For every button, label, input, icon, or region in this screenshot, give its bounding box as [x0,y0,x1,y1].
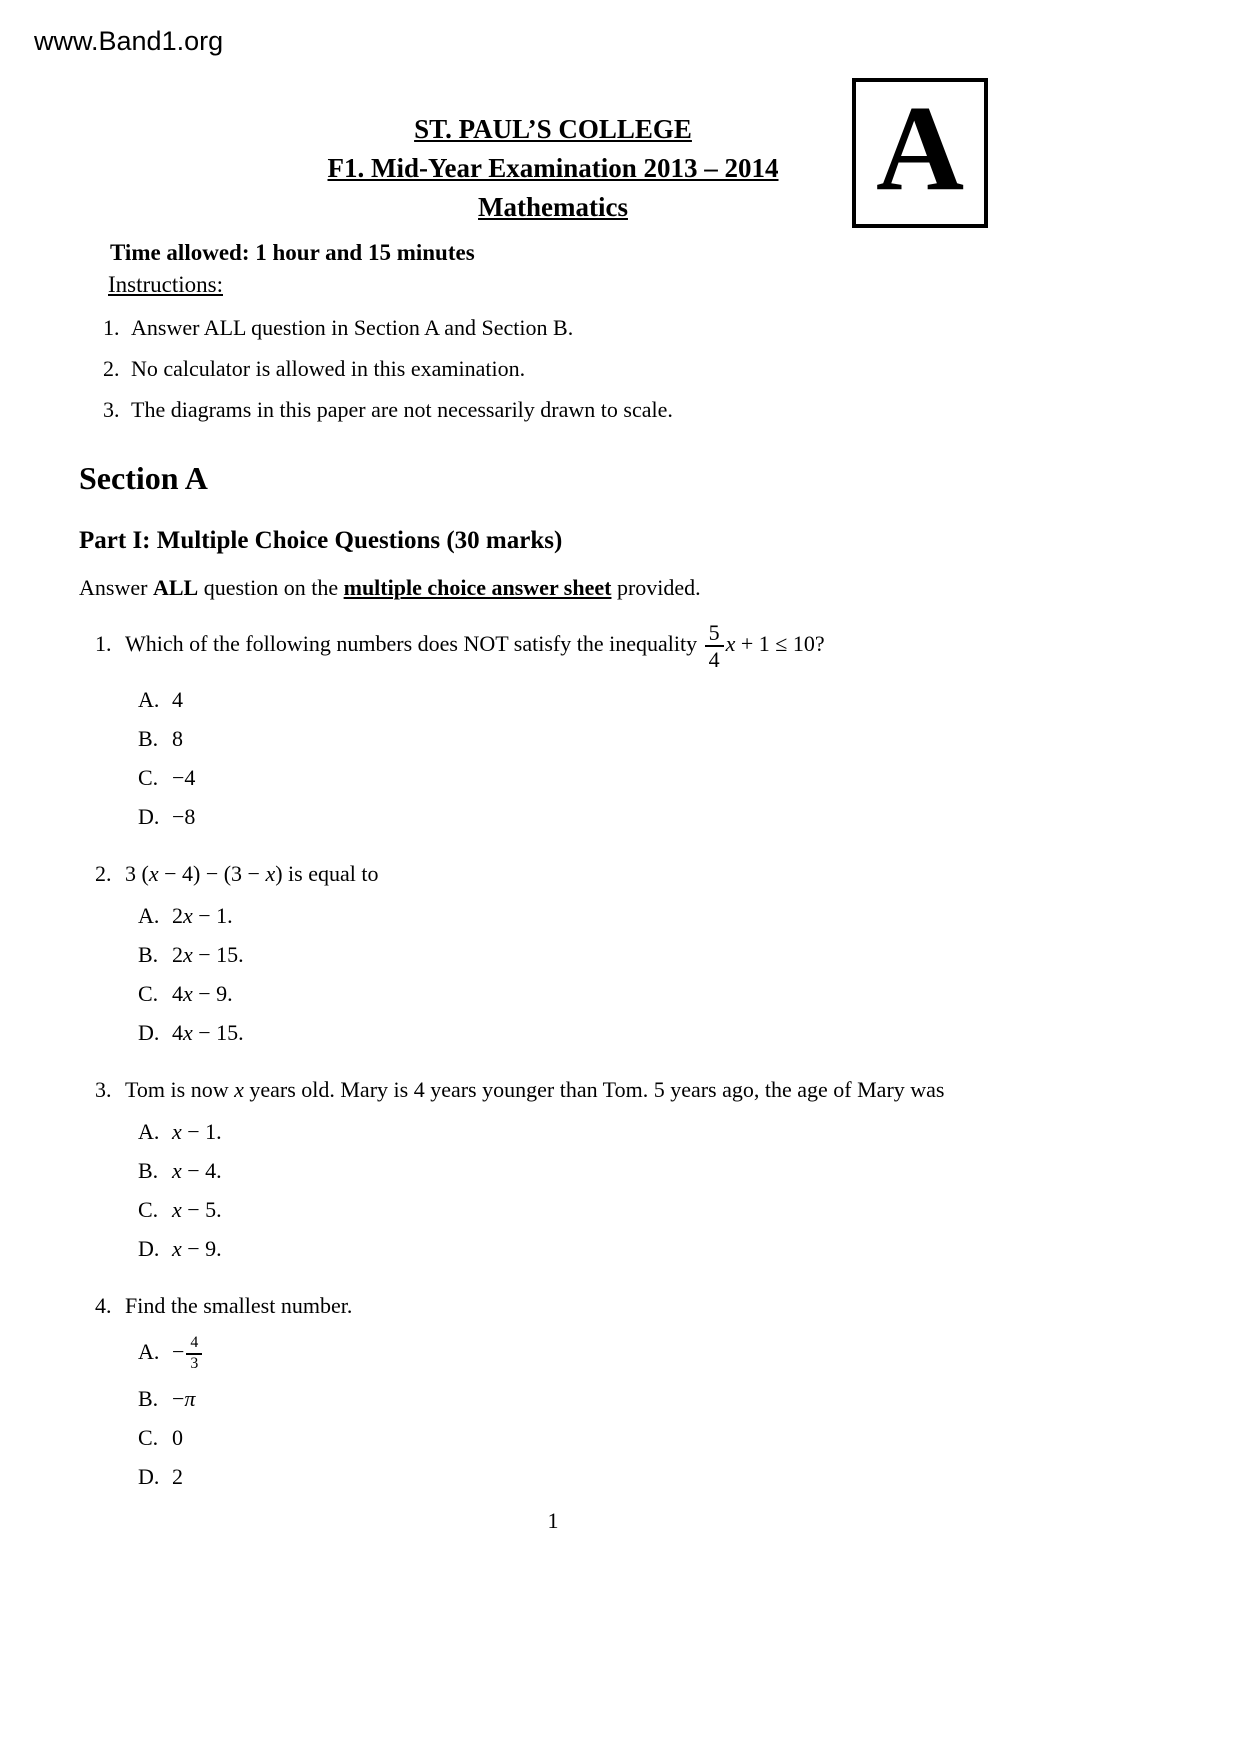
answer-instruction: Answer ALL question on the multiple choice answer sheet provided. [79,575,701,600]
question-3-option-c [138,1197,1240,1222]
option-label: B. [138,726,159,752]
question-text: Find the smallest number. [125,1293,353,1319]
question-4-option-a [138,1335,1240,1372]
paper-variant-letter: A [875,81,965,216]
option-label: B. [138,1158,159,1184]
school-name: ST. PAUL’S COLLEGE [414,114,692,144]
question-3-stem [95,1077,1240,1103]
option-value: −π [172,1386,196,1412]
question-number: 4. [95,1293,112,1319]
question-2-option-c [138,981,1240,1006]
option-value: 0 [172,1425,183,1451]
question-2-option-d [138,1020,1240,1045]
option-value: 2 [172,1464,183,1490]
question-4 [0,1293,1240,1489]
option-label: B. [138,1386,159,1412]
option-label: A. [138,687,160,713]
instruction-item-3 [103,398,1240,422]
instruction-item-1 [103,316,1240,340]
option-label: D. [138,804,160,830]
question-number: 2. [95,861,112,887]
question-1-option-c [138,765,1240,790]
question-3-options [0,1119,1240,1261]
question-2 [0,861,1240,1045]
part-i-heading: Part I: Multiple Choice Questions (30 marks) [79,527,563,554]
option-label: C. [138,981,159,1007]
instructions-list [0,316,1240,422]
question-1-option-d [138,804,1240,829]
page-number: 1 [547,1508,559,1533]
question-3-option-a [138,1119,1240,1144]
question-4-option-b [138,1386,1240,1411]
option-label: D. [138,1020,160,1046]
question-2-option-b [138,942,1240,967]
option-value: −4 [172,765,196,791]
option-label: C. [138,1197,159,1223]
instruction-number: 3. [103,397,120,422]
option-value: x − 4. [172,1158,222,1184]
question-1-options [0,687,1240,829]
option-label: B. [138,942,159,968]
question-text: Tom is now x years old. Mary is 4 years younger than Tom. 5 years ago, the age of Mary was [125,1077,945,1103]
paper-variant-box [852,78,988,228]
option-value: 4x − 9. [172,981,233,1007]
question-4-option-d [138,1464,1240,1489]
option-value: 2x − 1. [172,903,233,929]
option-label: D. [138,1464,160,1490]
question-4-stem [95,1293,1240,1319]
instruction-text: The diagrams in this paper are not necessarily drawn to scale. [131,397,673,422]
instruction-number: 1. [103,315,120,340]
option-label: D. [138,1236,160,1262]
option-label: C. [138,1425,159,1451]
option-label: C. [138,765,159,791]
instruction-item-2 [103,357,1240,381]
instruction-text: Answer ALL question in Section A and Section B. [131,315,574,340]
question-text: Which of the following numbers does NOT satisfy the inequality $\frac{5}{4}$ x + 1 ≤ 10? [125,620,825,673]
exam-title: F1. Mid-Year Examination 2013 – 2014 [327,153,779,183]
section-a-heading: Section A [79,460,208,496]
question-3-option-b [138,1158,1240,1183]
option-value: x − 5. [172,1197,222,1223]
instructions-label: Instructions: [108,272,223,297]
question-2-stem [95,861,1240,887]
question-3 [0,1077,1240,1261]
question-2-option-a [138,903,1240,928]
option-label: A. [138,1338,160,1364]
option-label: A. [138,1119,160,1145]
question-4-options [0,1335,1240,1489]
question-3-option-d [138,1236,1240,1261]
watermark: www.Band1.org [34,26,224,56]
option-value: 4 [172,687,183,713]
option-value: x − 9. [172,1236,222,1262]
question-1-stem [95,621,1240,671]
time-allowed: Time allowed: 1 hour and 15 minutes [110,240,475,265]
option-label: A. [138,903,160,929]
question-number: 1. [95,631,112,657]
question-text: 3 (x − 4) − (3 − x) is equal to [125,861,379,887]
subject-title: Mathematics [478,192,628,222]
option-value: − $\frac{4}{3}$ [172,1339,204,1364]
instruction-text: No calculator is allowed in this examination. [131,356,526,381]
option-value: 2x − 15. [172,942,244,968]
instruction-number: 2. [103,356,120,381]
question-1-option-a [138,687,1240,712]
option-value: 8 [172,726,183,752]
question-number: 3. [95,1077,112,1103]
option-value: x − 1. [172,1119,222,1145]
option-value: −8 [172,804,196,830]
question-4-option-c [138,1425,1240,1450]
option-value: 4x − 15. [172,1020,244,1046]
question-1-option-b [138,726,1240,751]
question-1 [0,621,1240,829]
question-2-options [0,903,1240,1045]
